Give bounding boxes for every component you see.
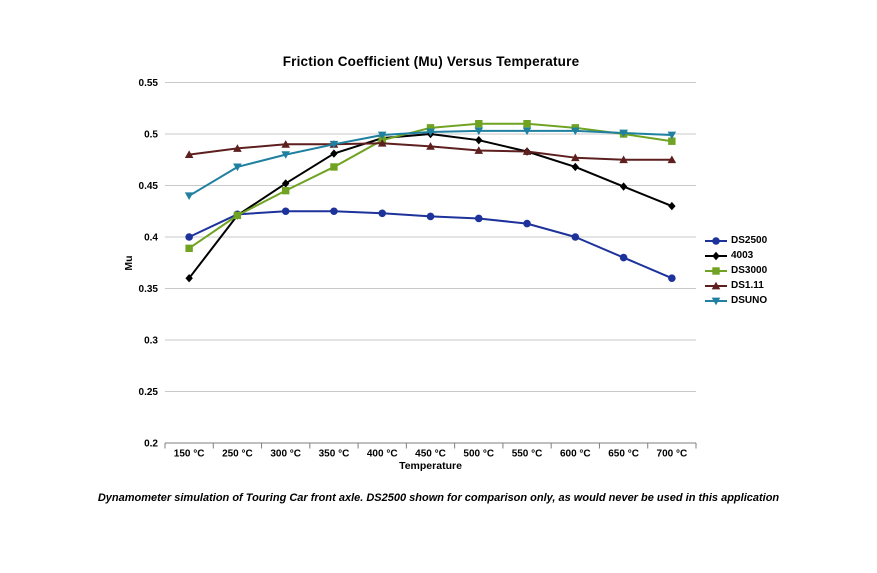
data-point-ds2500 [282,207,290,215]
x-tick-label: 150 °C [173,448,205,460]
circle-marker-icon [705,235,727,247]
data-point-ds3000 [475,120,482,127]
data-point-ds2500 [378,210,386,218]
chart-caption: Dynamometer simulation of Touring Car front axle. DS2500 shown for comparison only, as would never be used in this application [97,492,780,504]
data-point-4003 [330,149,337,157]
data-point-4003 [572,163,579,171]
data-point-ds2500 [668,274,676,282]
data-point-4003 [620,182,627,190]
data-point-ds2500 [427,213,435,221]
y-tick-label: 0.25 [138,387,158,398]
x-tick-label: 700 °C [656,448,688,460]
series-line-ds2500 [189,211,672,278]
y-tick-label: 0.5 [144,129,158,141]
legend-marker-shape [712,267,719,274]
legend-label: DS3000 [731,265,768,276]
legend-marker-shape [712,251,719,259]
data-point-4003 [475,136,482,144]
legend-item-4003 [705,248,767,263]
data-point-4003 [282,179,289,187]
data-point-ds3000 [234,212,241,219]
data-point-ds3000 [185,245,192,252]
legend-label: DS2500 [731,235,768,246]
legend-marker-shape [712,237,720,245]
square-marker-icon [705,265,727,277]
data-point-ds2500 [523,220,531,228]
data-point-ds2500 [185,233,193,241]
chart-title: Friction Coefficient (Mu) Versus Temperature [282,54,580,69]
triangle-down-marker-icon [705,295,727,307]
legend [705,233,767,308]
data-point-dsuno [185,192,194,200]
data-point-ds2500 [330,207,338,215]
series-line-dsuno [189,131,672,196]
data-point-ds2500 [572,233,580,241]
x-tick-label: 550 °C [511,448,543,460]
diamond-marker-icon [705,250,727,262]
legend-label: 4003 [731,250,754,261]
x-axis-title: Temperature [399,460,462,472]
legend-item-ds1-11 [705,278,767,293]
x-tick-label: 300 °C [270,448,302,460]
y-tick-label: 0.35 [138,284,158,295]
data-point-ds3000 [282,187,289,194]
x-tick-label: 500 °C [463,448,495,460]
data-point-ds2500 [475,215,483,223]
x-tick-label: 650 °C [608,448,639,460]
y-tick-label: 0.45 [138,181,158,192]
data-point-ds2500 [620,254,628,262]
data-point-ds3000 [330,163,337,170]
data-point-dsuno [233,164,242,172]
legend-item-ds3000 [705,263,767,278]
x-tick-label: 400 °C [366,448,398,460]
legend-item-dsuno [705,293,767,308]
series-line-4003 [189,134,672,278]
y-tick-label: 0.4 [144,232,158,244]
x-tick-label: 350 °C [318,448,350,460]
y-tick-label: 0.3 [144,335,158,347]
data-point-4003 [668,202,675,210]
x-tick-label: 250 °C [222,448,253,460]
legend-label: DSUNO [731,295,768,306]
y-axis-title: Mu [123,255,135,271]
legend-label: DS1.11 [731,280,764,291]
y-tick-label: 0.55 [138,78,158,89]
x-tick-label: 450 °C [415,448,446,460]
y-tick-label: 0.2 [144,438,158,450]
x-tick-label: 600 °C [559,448,591,460]
data-point-ds3000 [523,120,530,127]
legend-item-ds2500 [705,233,767,248]
triangle-up-marker-icon [705,280,727,292]
